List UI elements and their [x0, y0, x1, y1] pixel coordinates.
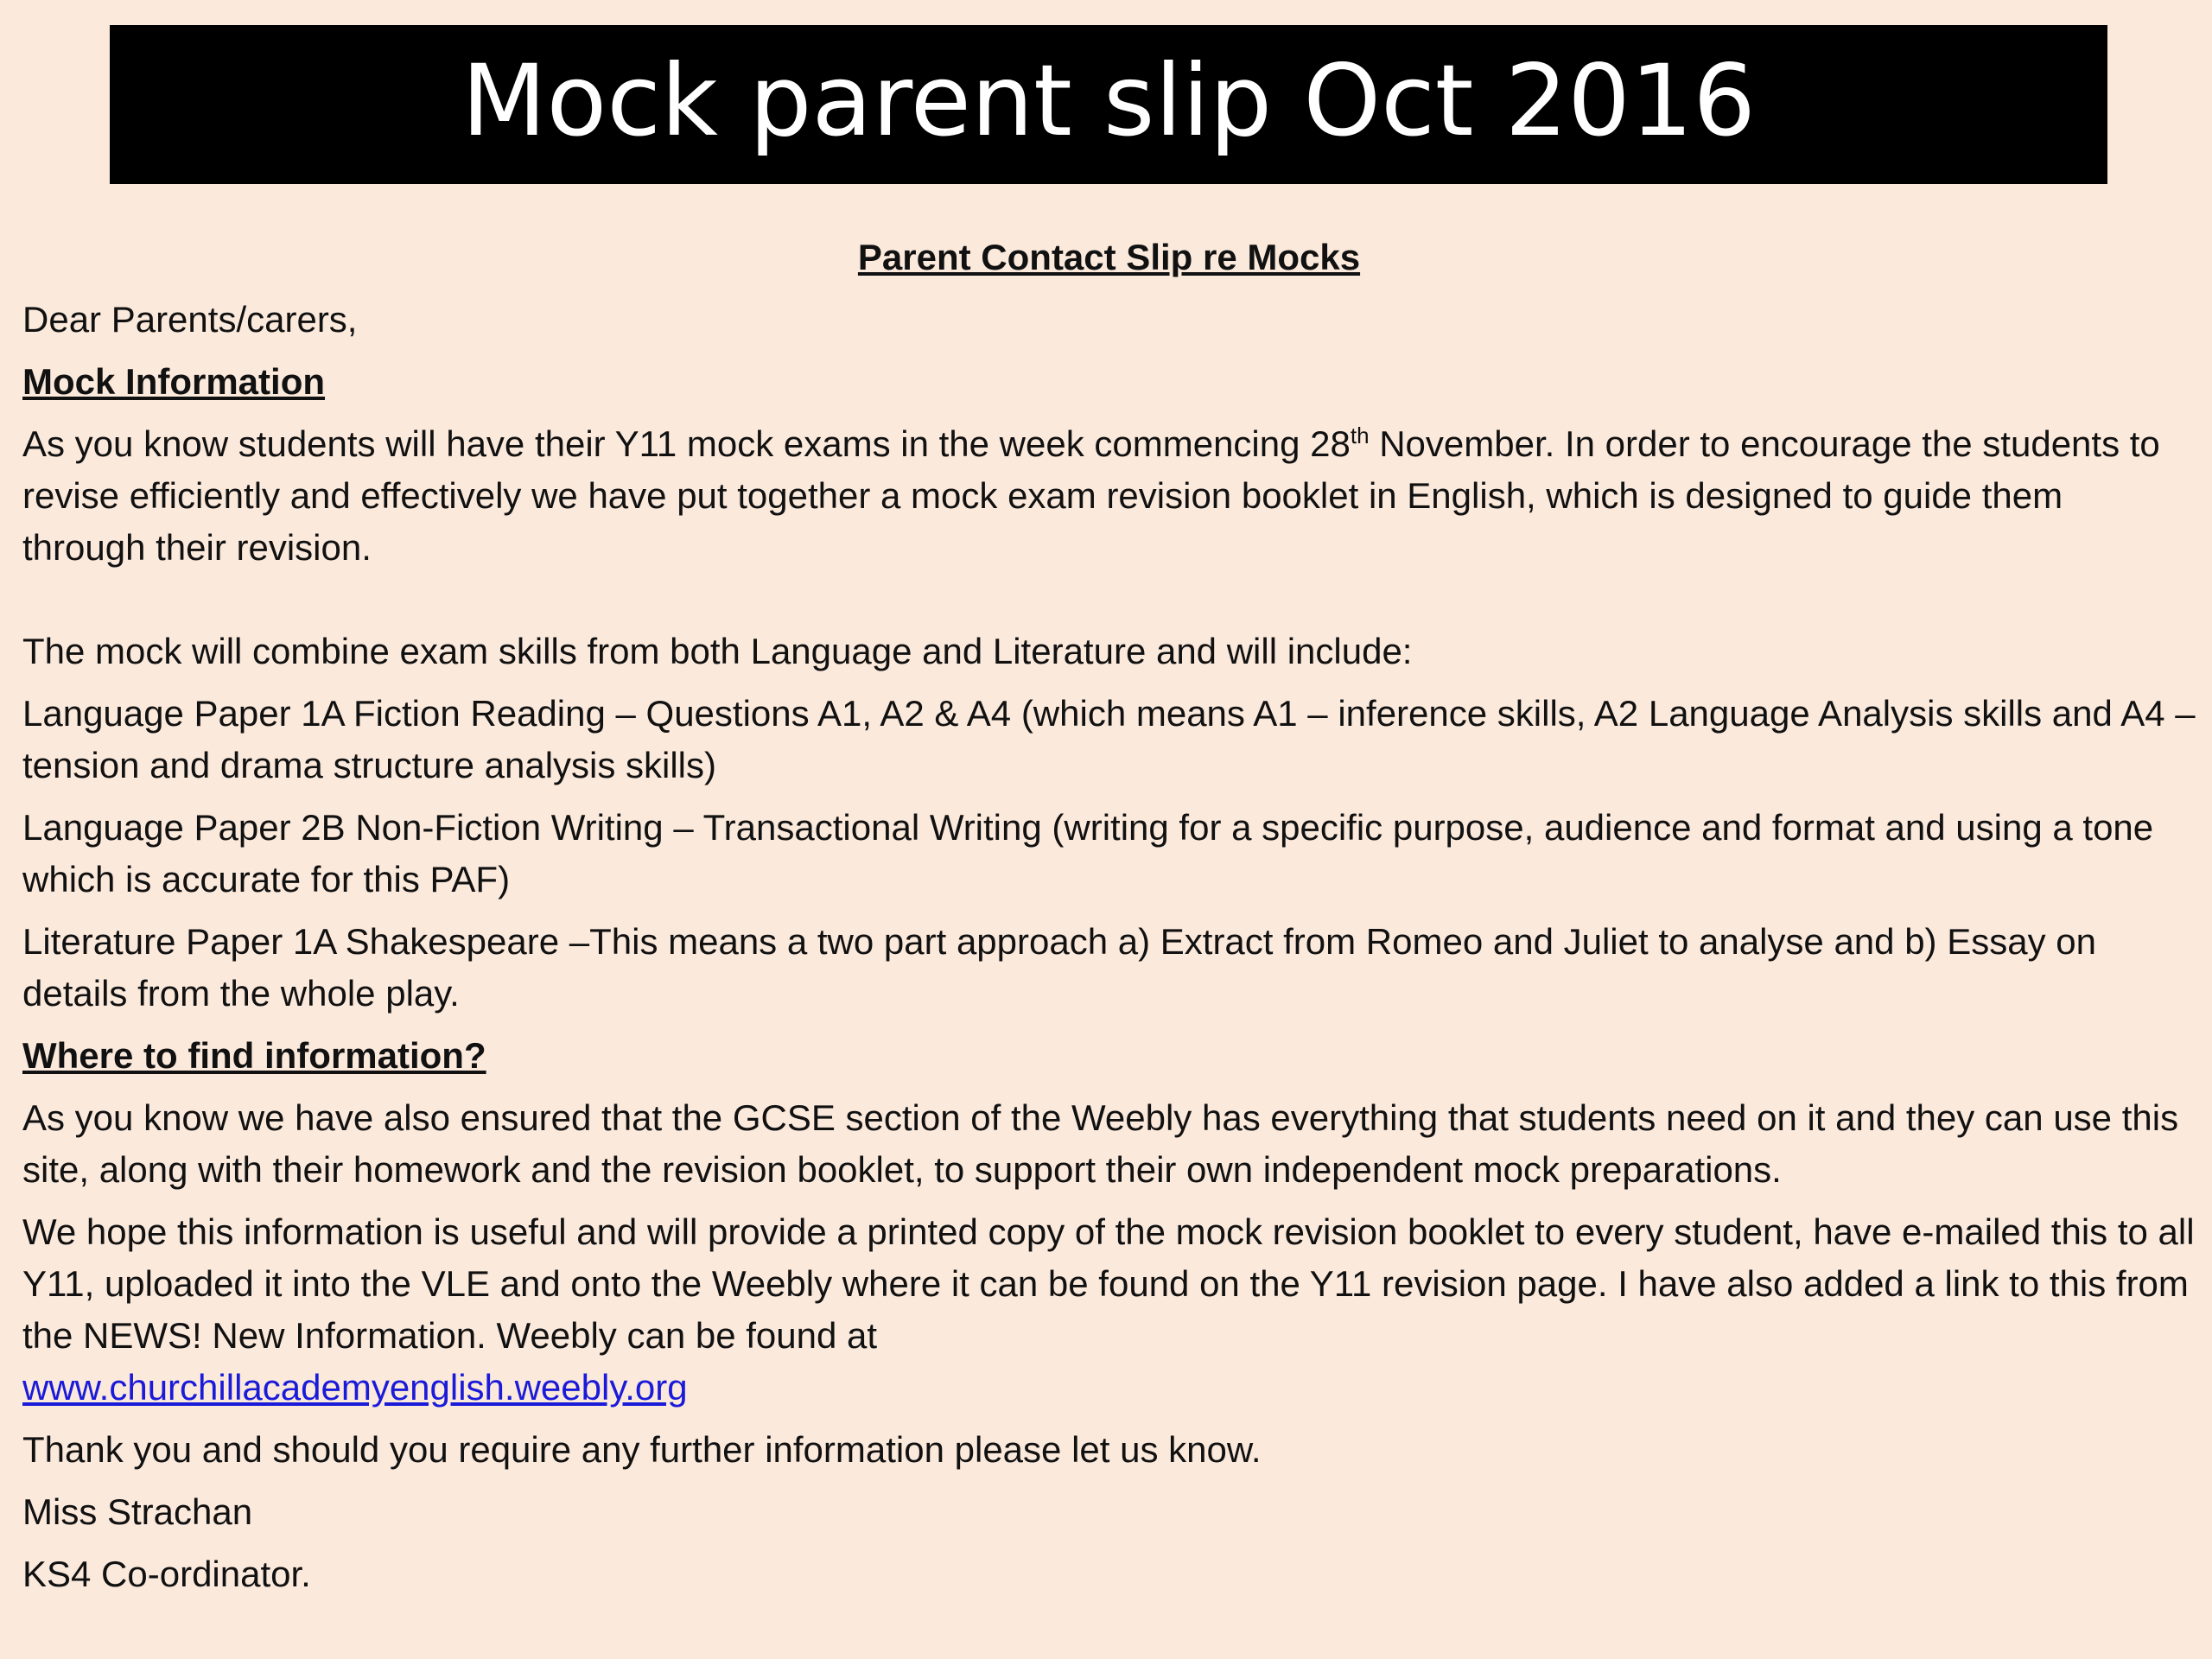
greeting: Dear Parents/carers,: [22, 299, 358, 340]
paper-item: Language Paper 2B Non-Fiction Writing – Transactional Writing (writing for a specific purpose, audience and format and using a tone which is accurate for this PAF): [22, 807, 2154, 899]
signature-name: Miss Strachan: [22, 1491, 253, 1532]
combine-line: The mock will combine exam skills from both Language and Literature and will include:: [22, 631, 1413, 671]
mock-intro-text: As you know students will have their Y11 mock exams in the week commencing 28: [22, 423, 1351, 464]
title-banner: [110, 25, 2107, 184]
page-title: Mock parent slip Oct 2016: [461, 43, 1756, 158]
where-to-find-heading: Where to find information?: [22, 1035, 486, 1076]
mock-intro-text-continued: November. In order to encourage the students to revise efficiently and effectively we have put together a mock exam revision booklet in English, which is designed to guide them through their revision.: [22, 423, 2160, 568]
hope-paragraph: [22, 1206, 2196, 1414]
signature-role: KS4 Co-ordinator.: [22, 1554, 311, 1594]
slip-heading: Parent Contact Slip re Mocks: [857, 237, 1361, 277]
paper-item: Language Paper 1A Fiction Reading – Questions A1, A2 & A4 (which means A1 – inference skills, A2 Language Analysis skills and A4 – tension and drama structure analysis skills): [22, 693, 2196, 785]
paper-item: Literature Paper 1A Shakespeare –This means a two part approach a) Extract from Romeo and Juliet to analyse and b) Essay on details from the whole play.: [22, 921, 2096, 1014]
ordinal-suffix: th: [1350, 423, 1370, 448]
mock-information-heading: Mock Information: [22, 361, 326, 402]
hope-text: We hope this information is useful and will provide a printed copy of the mock revision booklet to every student, have e-mailed this to all Y11, uploaded it into the VLE and onto the Weebly where it can be found on the Y11 revision page. I have also added a link to this from the NEWS! New Information. Weebly can be found at: [22, 1211, 2195, 1356]
closing-line: Thank you and should you require any further information please let us know.: [22, 1429, 1262, 1470]
weebly-paragraph: As you know we have also ensured that the GCSE section of the Weebly has everything that students need on it and they can use this site, along with their homework and the revision booklet, to support their own independent mock preparations.: [22, 1097, 2179, 1190]
mock-intro-paragraph: [22, 418, 2196, 574]
paragraph-gap: [22, 584, 2196, 626]
weebly-link[interactable]: www.churchillacademyenglish.weebly.org: [22, 1367, 688, 1408]
letter-body: [22, 232, 2196, 1611]
